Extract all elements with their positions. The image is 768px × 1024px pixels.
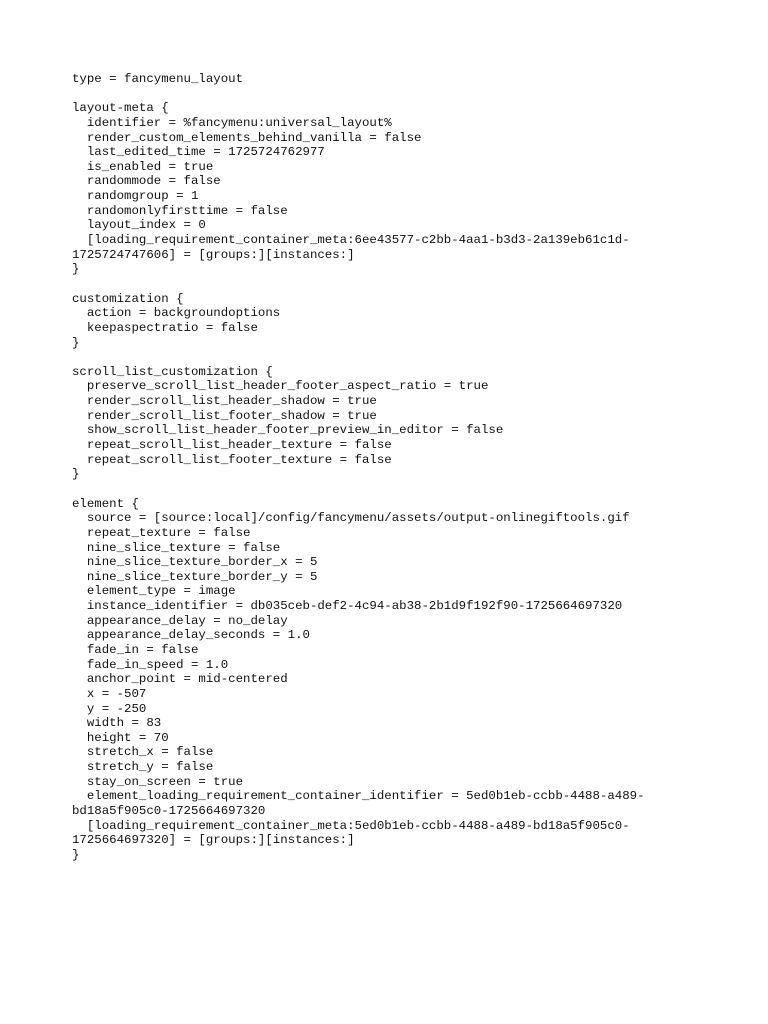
text-line: y = -250	[72, 701, 147, 716]
text-line: stay_on_screen = true	[72, 774, 244, 789]
text-line: [loading_requirement_container_meta:6ee43577-c2bb-4aa1-b3d3-2a139eb61c1d-	[72, 233, 630, 248]
text-line: randommode = false	[72, 174, 221, 189]
text-line: stretch_y = false	[72, 760, 214, 775]
text-line: type = fancymenu_layout	[72, 72, 244, 86]
text-line: element {	[72, 496, 139, 511]
text-line: instance_identifier = db035ceb-def2-4c94-ab38-2b1d9f192f90-1725664697320	[72, 599, 623, 614]
text-line: render_custom_elements_behind_vanilla = false	[72, 130, 422, 145]
text-line: 1725664697320] = [groups:][instances:]	[72, 833, 355, 848]
text-line: repeat_texture = false	[72, 525, 251, 540]
text-line: source = [source:local]/config/fancymenu/assets/output-onlinegiftools.gif	[72, 511, 630, 526]
text-line: repeat_scroll_list_header_texture = false	[72, 438, 392, 453]
text-line: render_scroll_list_header_shadow = true	[72, 394, 377, 409]
text-line: scroll_list_customization {	[72, 364, 273, 379]
text-line: show_scroll_list_header_footer_preview_in_editor = false	[72, 423, 504, 438]
text-line: height = 70	[72, 730, 169, 745]
blank-line	[72, 482, 752, 497]
text-line: layout-meta {	[72, 101, 169, 116]
text-line: nine_slice_texture_border_x = 5	[72, 555, 318, 570]
text-line: fade_in = false	[72, 642, 199, 657]
text-line: anchor_point = mid-centered	[72, 672, 288, 687]
text-line: appearance_delay_seconds = 1.0	[72, 628, 310, 643]
text-line: fade_in_speed = 1.0	[72, 657, 229, 672]
blank-line	[72, 350, 752, 365]
text-line: action = backgroundoptions	[72, 306, 281, 321]
text-line: layout_index = 0	[72, 218, 206, 233]
text-line: last_edited_time = 1725724762977	[72, 145, 325, 160]
text-line: x = -507	[72, 686, 147, 701]
text-line: preserve_scroll_list_header_footer_aspect_ratio = true	[72, 379, 489, 394]
text-line: customization {	[72, 291, 184, 306]
text-line: element_loading_requirement_container_identifier = 5ed0b1eb-ccbb-4488-a489-	[72, 789, 645, 804]
blank-line	[72, 277, 752, 292]
text-line: randomgroup = 1	[72, 189, 199, 204]
text-line: nine_slice_texture_border_y = 5	[72, 569, 318, 584]
text-line: render_scroll_list_footer_shadow = true	[72, 408, 377, 423]
text-line: randomonlyfirsttime = false	[72, 203, 288, 218]
text-line: stretch_x = false	[72, 745, 214, 760]
text-line: nine_slice_texture = false	[72, 540, 281, 555]
text-line: element_type = image	[72, 584, 236, 599]
text-line: }	[72, 467, 80, 482]
text-line: identifier = %fancymenu:universal_layout%	[72, 115, 392, 130]
text-line: bd18a5f905c0-1725664697320	[72, 804, 266, 819]
text-line: }	[72, 847, 80, 862]
text-line: keepaspectratio = false	[72, 320, 258, 335]
text-line: is_enabled = true	[72, 159, 214, 174]
text-line: repeat_scroll_list_footer_texture = false	[72, 452, 392, 467]
text-line: [loading_requirement_container_meta:5ed0b1eb-ccbb-4488-a489-bd18a5f905c0-	[72, 818, 630, 833]
text-line: }	[72, 335, 80, 350]
text-line: }	[72, 262, 80, 277]
text-line: width = 83	[72, 716, 162, 731]
text-line: appearance_delay = no_delay	[72, 613, 288, 628]
document-page	[72, 72, 752, 863]
text-line: 1725724747606] = [groups:][instances:]	[72, 247, 355, 262]
blank-line	[72, 87, 752, 102]
